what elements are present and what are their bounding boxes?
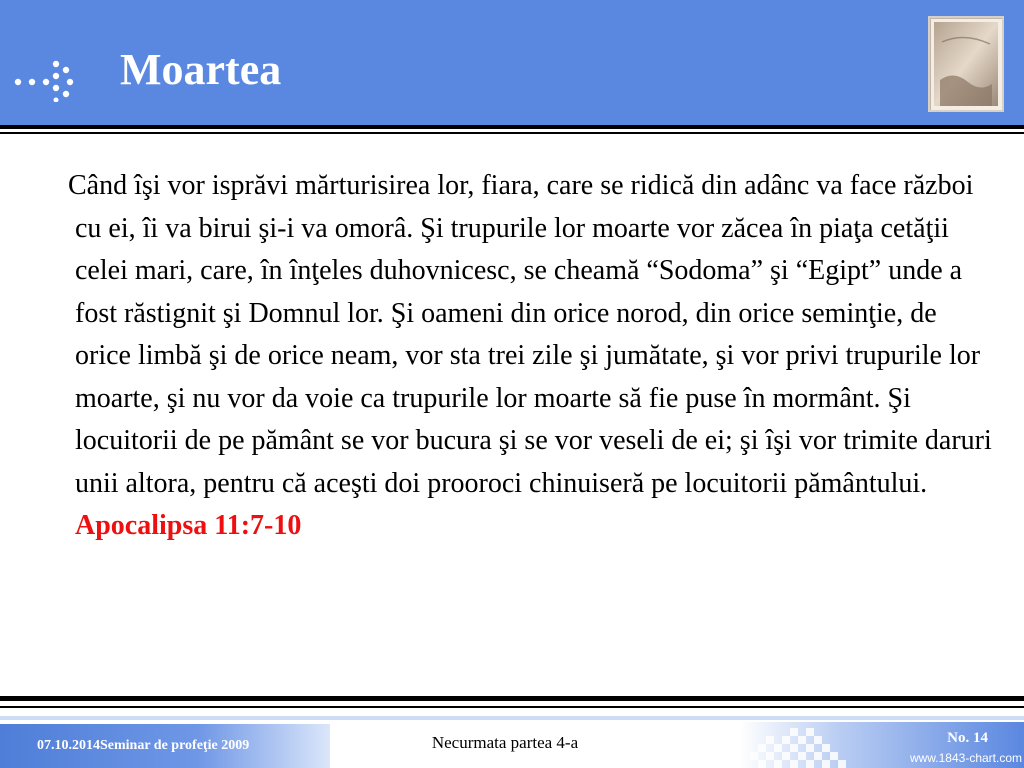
footer-date-seminar: 07.10.2014Seminar de profeţie 2009 [37,738,250,753]
slide-number: No. 14 [947,730,988,746]
scripture-text: Când îşi vor isprăvi mărturisirea lor, fiara, care se ridică din adânc va face război cu ei, îi va birui şi-i va omorâ. Şi trupurile lor moarte vor zăcea în piaţa cetăţii celei mari, care, în înţeles duhovnicesc, se cheamă “Sodoma” şi “Egipt” unde a fost răstignit şi Domnul lor. Şi oameni din orice norod, din orice seminţie, de orice limbă şi de orice neam, vor sta trei zile şi jumătate, şi vor privi trupurile lor moarte, şi nu vor da voie ca trupurile lor moarte să fie puse în mormânt. Şi locuitorii de pe pământ se vor bucura şi se vor veseli de ei; şi îşi vor trimite daruri unii altora, pentru că aceşti doi prooroci chinuiseră pe locuitorii pământului. [68,170,992,499]
footer-subtitle: Necurmata partea 4-a [431,733,579,752]
header-rule-thin [0,132,1024,134]
footer-rule-thin [0,706,1024,708]
scripture-paragraph [68,165,995,548]
slide-header [0,0,1024,125]
website-url: www.1843-chart.com [909,751,1022,765]
header-rule-thick [0,125,1024,129]
scripture-reference: Apocalipsa 11:7-10 [75,510,302,541]
holy-bible-icon [934,22,998,106]
footer-left-panel [0,724,330,768]
bible-logo-frame [928,16,1004,112]
footer-rule-thick [0,696,1024,701]
dots-cluster-icon [12,56,82,102]
footer-right-panel [740,722,1024,768]
slide-title: Moartea [120,45,282,94]
checker-pattern-icon [740,722,870,768]
